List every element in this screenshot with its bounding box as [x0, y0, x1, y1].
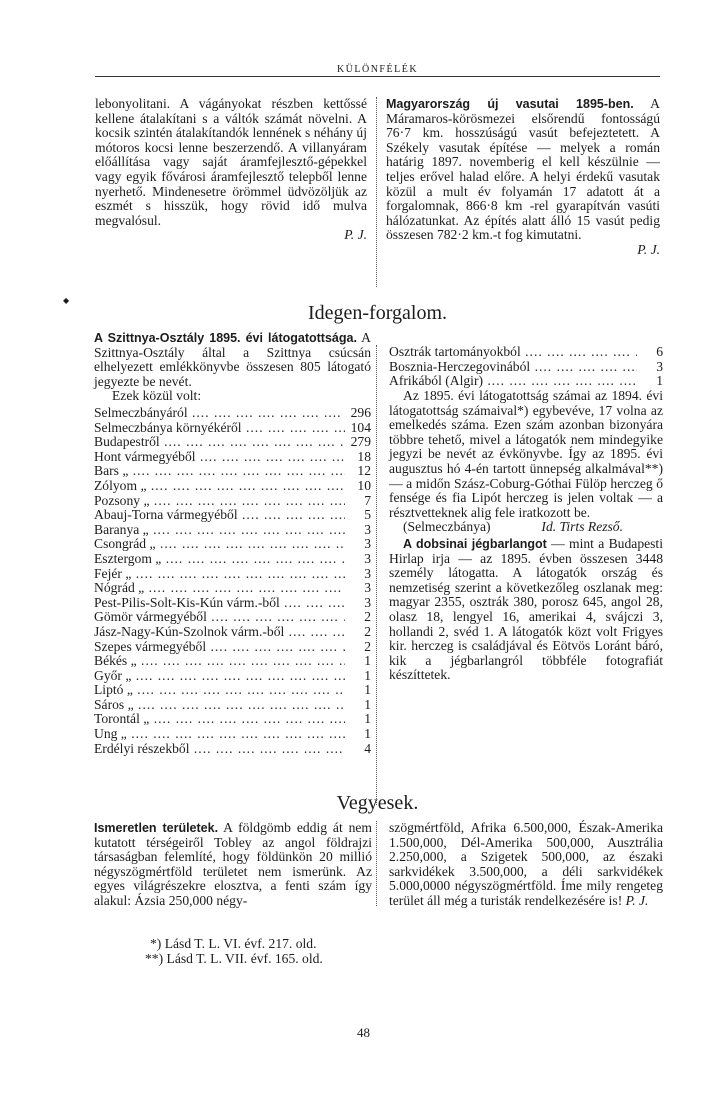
list-item-name: Gömör vármegyéből ....	[94, 610, 345, 625]
list-item-count: 1	[364, 653, 371, 669]
unknown-left	[94, 821, 372, 909]
list-item-count: 1	[364, 667, 371, 683]
page-number: 48	[357, 1025, 370, 1040]
list-item-count: 2	[364, 609, 371, 625]
list-item	[94, 435, 371, 450]
list-item-name: Ung „ ....	[94, 727, 345, 742]
footnote-2: **) Lásd T. L. VII. évf. 165. old.	[145, 951, 323, 966]
list-item-name: Csongrád „ ....	[94, 537, 345, 552]
list-item	[94, 494, 371, 509]
visitors-subhead: Ezek közül volt:	[112, 388, 202, 404]
list-item-name: Abauj-Torna vármegyéből ....	[94, 508, 345, 523]
margin-mark: ◆	[63, 296, 70, 305]
top-right-column	[386, 97, 660, 258]
list-item-count: 3	[364, 521, 371, 537]
list-item-name: Torontál „ ....	[94, 712, 345, 727]
list-item-count: 5	[364, 507, 371, 523]
list-item	[94, 581, 371, 596]
list-item	[94, 523, 371, 538]
list-item-count: 1	[364, 682, 371, 698]
list-item-count: 4	[364, 740, 371, 756]
section-title-misc: Vegyesek.	[336, 792, 419, 814]
author: Id. Tirts Rezső.	[541, 519, 623, 535]
list-item-count: 3	[364, 550, 371, 566]
visitors-right-column	[389, 389, 663, 683]
top-left-signature: P. J.	[344, 227, 367, 243]
visitors-title: A Szittnya-Osztály 1895. évi látogatottsága.	[94, 331, 357, 345]
unknown-text: A földgömb eddig át nem kutatott térségeiről Tobley az angol földrajzi társaságban felemlíté, hogy földünkön 20 millió négyszögmértföld területet nem ismerünk. Az egyes világrészekre elosztva, a fenti szám így alakul: Ázsia 250,000 négy-	[94, 820, 372, 908]
top-left-column	[95, 97, 367, 243]
list-item	[94, 421, 371, 436]
list-item-count: 2	[364, 638, 371, 654]
list-item	[94, 552, 371, 567]
list-item-name: Bosznia-Herczegovinából ....	[389, 360, 637, 375]
list-item-count: 2	[364, 623, 371, 639]
list-item-name: Selmeczbányáról ....	[94, 406, 345, 421]
list-item	[94, 698, 371, 713]
list-item-count: 1	[364, 696, 371, 712]
footnote-1: *) Lásd T. L. VI. évf. 217. old.	[150, 936, 317, 951]
list-item-count: 6	[656, 344, 663, 359]
list-item-name: Szepes vármegyéből ....	[94, 640, 345, 655]
list-item	[94, 537, 371, 552]
list-item-name: Pozsony „ ....	[94, 494, 345, 509]
list-item-name: Jász-Nagy-Kún-Szolnok várm.-ből ....	[94, 625, 345, 640]
list-item	[94, 567, 371, 582]
list-item-name: Győr „ ....	[94, 669, 345, 684]
list-item-count: 279	[350, 434, 371, 450]
list-item	[94, 406, 371, 421]
visitors-intro-text: A Szittnya-Osztály által a Szittnya csúcsán elhelyezett emlékkönyvbe összesen 805 látogató jegyezte be nevét.	[94, 330, 371, 389]
list-item-count: 10	[357, 477, 371, 493]
column-divider-top	[376, 97, 377, 287]
list-item-count: 18	[357, 448, 371, 464]
unknown-text-right: szögmértföld, Afrika 6.500,000, Észak-Amerika 1.500,000, Dél-Amerika 500,000, Ausztrália 2.250,000, a Szigetek 500,000, az északi sarkvidékek 3.500,000, a déli sarkvidékek 5.000,0000 négyszögmértföld. Íme mily rengeteg terület áll még a turisták rendelkezésére is!	[389, 820, 663, 908]
list-item-count: 104	[350, 419, 371, 435]
list-item	[94, 508, 371, 523]
list-item-name: Liptó „ ....	[94, 683, 345, 698]
list-item-count: 296	[350, 405, 371, 420]
visitors-para: Az 1895. évi látogatottság számai az 1894. évi látogatottság számaival*) egybevéve, 17 volna az emelkedés száma. Ezen szám azonban bizonyára többre tehető, mivel a látogatók nem mindegyike jegyzi be nevét az évkönyvbe. Így az 1895. évi augusztus hó 4-én tartott ünnepség alkalmával**) — a midőn Szász-Coburg-Góthai Fülöp herczeg ő fensége és fia Lipót herczeg is jelen voltak — a résztvetteknek alig fele iratkozott be.	[389, 388, 663, 520]
column-divider-bottom	[376, 821, 377, 906]
list-item-name: Afrikából (Algir) ....	[389, 374, 637, 389]
list-item-name: Erdélyi részekből ....	[94, 742, 345, 757]
list-item	[389, 360, 663, 375]
section-title-tourism: Idegen-forgalom.	[307, 302, 448, 324]
unknown-signature: P. J.	[625, 892, 649, 908]
list-item-name: Hont vármegyéből ....	[94, 450, 345, 465]
list-item	[94, 625, 371, 640]
list-item-name: Sáros „ ....	[94, 698, 345, 713]
list-item-count: 3	[364, 565, 371, 581]
place: (Selmeczbánya)	[403, 519, 491, 535]
list-item-name: Nógrád „ ....	[94, 581, 345, 596]
list-item-name: Békés „ ....	[94, 654, 345, 669]
list-item	[94, 683, 371, 698]
list-item-count: 1	[364, 711, 371, 727]
list-item	[94, 464, 371, 479]
header-rule	[95, 76, 660, 77]
visitors-list	[94, 406, 371, 756]
list-item-name: Zólyom „ ....	[94, 479, 345, 494]
list-item-count: 3	[364, 594, 371, 610]
unknown-title: Ismeretlen területek.	[94, 821, 219, 835]
list-item	[94, 669, 371, 684]
list-item-name: Esztergom „ ....	[94, 552, 345, 567]
list-item-count: 7	[364, 492, 371, 508]
dobsina-title: A dobsinai jégbarlangot	[403, 536, 547, 551]
list-item	[389, 374, 663, 389]
running-header: KÜLÖNFÉLÉK	[336, 64, 419, 75]
list-item	[94, 727, 371, 742]
list-item-name: Bars „ ....	[94, 464, 345, 479]
railway-title: Magyarország új vasutai 1895-ben.	[386, 97, 634, 111]
list-item-name: Baranya „ ....	[94, 523, 345, 538]
visitors-list-foreign	[389, 345, 663, 389]
list-item-name: Budapestről ....	[94, 435, 345, 450]
list-item-name: Pest-Pilis-Solt-Kis-Kún várm.-ből ....	[94, 596, 345, 611]
list-item-name: Osztrák tartományokból ....	[389, 345, 637, 360]
list-item	[94, 640, 371, 655]
list-item-name: Fejér „ ....	[94, 567, 345, 582]
list-item-count: 1	[656, 373, 663, 389]
list-item-count: 3	[364, 580, 371, 596]
visitors-intro	[94, 331, 371, 404]
top-right-signature: P. J.	[637, 241, 660, 257]
list-item-name: Selmeczbánya környékéről ....	[94, 421, 345, 436]
railway-text: A Máramaros-körösmezei elsőrendű fontosságú 76·7 km. hosszúságú vasút befejeztetett. A Székely vasutak építése — melyek a román határig 1897. novemberig el kell készülnie — teljes erővel halad előre. A helyi érdekű vasutak közül a mult év folyamán 17 adatott át a forgalomnak, 866·8 km -rel gyarapítván vasúti hálózatunkat. Az építés alatt álló 15 vasút pedig összesen 782·2 km.-t fog kimutatni.	[386, 96, 660, 243]
column-divider-mid	[376, 345, 377, 805]
top-left-text: lebonyolitani. A vágányokat részben kettőssé kellene átalakítani s a váltók számát növelni. A kocsik szintén átalakítandók lennének s néhány új mótoros kocsi lenne beszerzendő. A villanyáram előállítása vagy saját áramfejlesztő-gépekkel vagy egyik fővárosi áramfejlesztő telepből lenne nyerhető. Mindenesetre örömmel üdvözöljük az eszmét s hisszük, hogy rövid idő mulva megvalósul.	[95, 96, 367, 228]
list-item	[94, 742, 371, 757]
list-item-count: 12	[357, 463, 371, 479]
list-item	[94, 450, 371, 465]
dobsina-text: — mint a Budapesti Hirlap irja — az 1895. évben összesen 3448 személy látogatta. A látogatók ország és nemzetiség szerint a következőleg oszlanak meg: magyar 2355, osztrák 380, porosz 645, angol 28, olasz 18, lengyel 16, amerikai 4, svájczi 3, hollandi 2, svéd 1. A látogatók közt volt Frigyes kir. herczeg is családjával és Eötvös Loránt báró, kik a jégbarlangról többféle fotografiát készíttetek.	[389, 535, 663, 683]
list-item	[94, 610, 371, 625]
list-item-count: 3	[364, 536, 371, 552]
list-item	[94, 479, 371, 494]
list-item	[94, 712, 371, 727]
list-item-count: 1	[364, 726, 371, 742]
list-item	[94, 654, 371, 669]
list-item	[389, 345, 663, 360]
unknown-right	[389, 821, 663, 909]
list-item-count: 3	[656, 358, 663, 374]
list-item	[94, 596, 371, 611]
